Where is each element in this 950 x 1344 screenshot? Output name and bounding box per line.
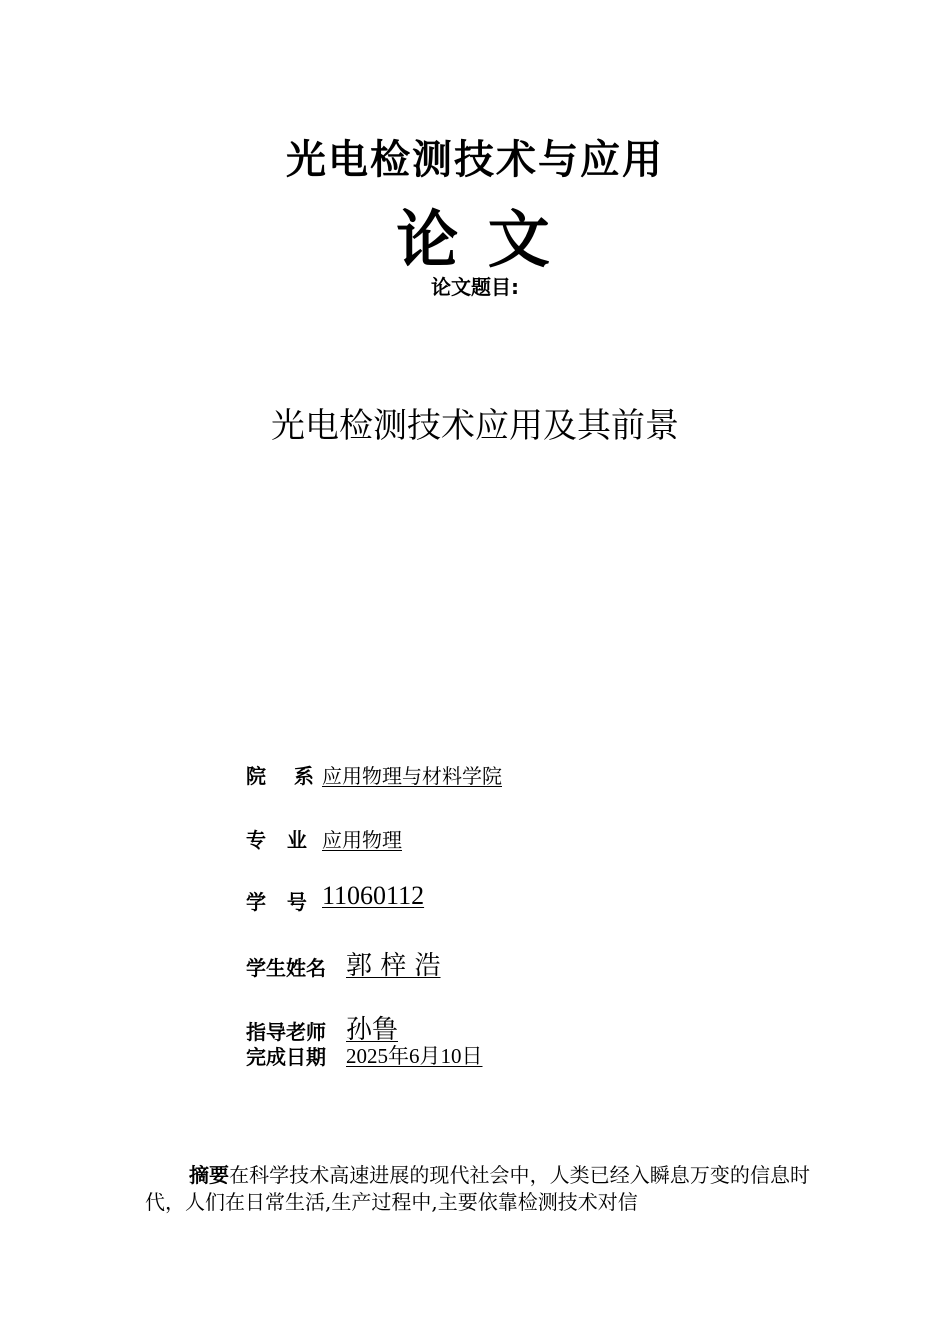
completion-date-value: 2025年6月10日 xyxy=(346,1044,483,1068)
thesis-title: 光电检测技术应用及其前景 xyxy=(271,406,679,446)
student-name-label: 学生姓名 xyxy=(246,956,326,980)
student-id-label: 学 号 xyxy=(246,890,307,914)
major-value: 应用物理 xyxy=(322,828,402,852)
student-name-value: 郭 梓 浩 xyxy=(346,951,441,981)
student-id-value: 11060112 xyxy=(322,881,425,910)
abstract-text: 在科学技术高速进展的现代社会中，人类已经入瞬息万变的信息时代，人们在日常生活,生产过程中,主要依靠检测技术对信 xyxy=(145,1163,811,1214)
document-type-heading: 论 文 xyxy=(396,203,554,276)
advisor-label: 指导老师 xyxy=(246,1020,326,1044)
advisor-value: 孙鲁 xyxy=(346,1015,399,1045)
completion-date-label: 完成日期 xyxy=(246,1045,326,1069)
department-value: 应用物理与材料学院 xyxy=(322,764,502,788)
major-label: 专 业 xyxy=(246,828,307,852)
abstract-heading: 摘要 xyxy=(189,1163,230,1187)
department-label: 院 系 xyxy=(246,764,314,788)
abstract-paragraph xyxy=(145,1162,810,1216)
thesis-topic-label: 论文题目: xyxy=(431,275,519,299)
course-title: 光电检测技术与应用 xyxy=(286,137,664,183)
